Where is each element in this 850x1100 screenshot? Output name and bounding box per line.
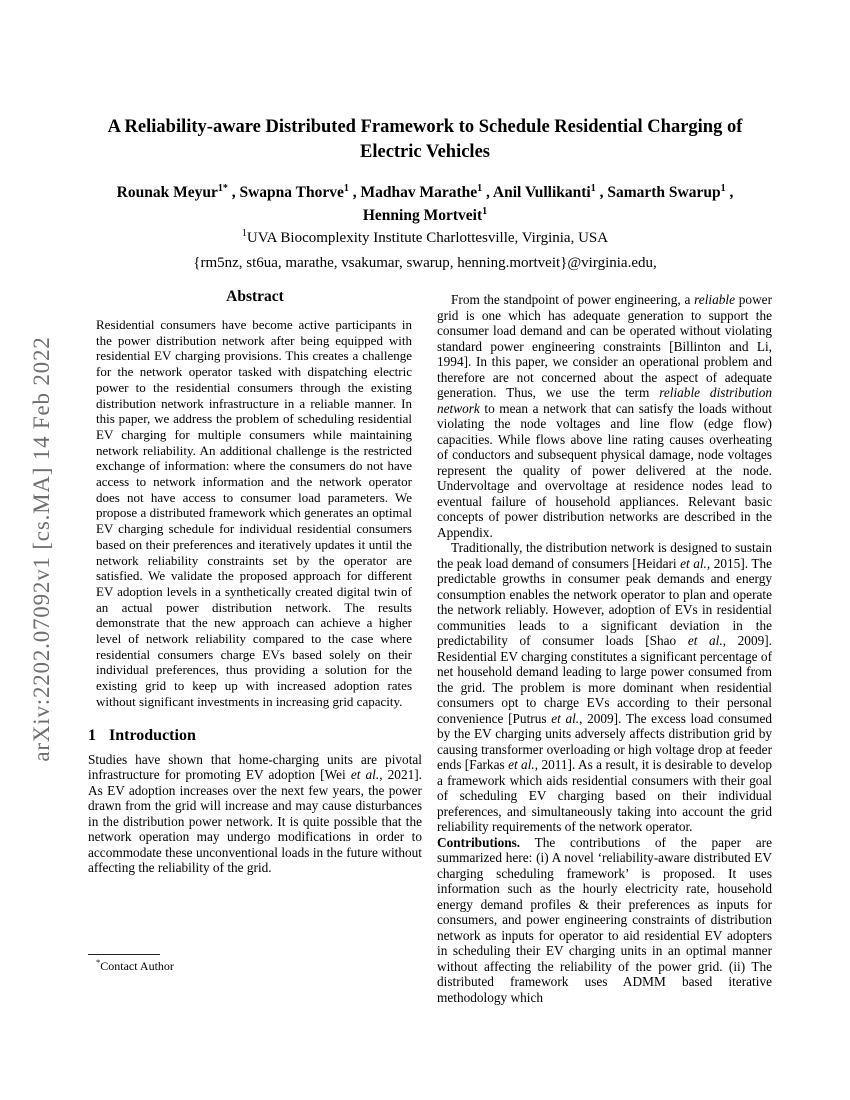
body-paragraph-reliable-grid — [437, 292, 772, 540]
author-superscript: 1* — [217, 182, 228, 194]
right-column — [437, 292, 772, 1005]
author-list: Rounak Meyur$^{1*}$ , Swapna Thorve$^1$ , Madhav Marathe$^1$ , Anil Vullikanti$^1$ , Samarth Swarup$^1$ , Henning Mortveit$^1$ — [116, 182, 734, 224]
section-title: Introduction — [109, 726, 196, 744]
author-name: Swapna Thorve — [239, 184, 344, 201]
text-run: Studies have shown that home-charging units are pivotal infrastructure for promoting EV adoption [Wei — [88, 751, 422, 783]
left-column — [88, 288, 422, 876]
italic-run: et al. — [680, 555, 707, 571]
arxiv-watermark: arXiv:2202.07092v1 [cs.MA] 14 Feb 2022 — [29, 336, 54, 762]
italic-run: et al. — [508, 757, 535, 772]
text-run: From the standpoint of power engineering, a — [451, 292, 695, 307]
paper-title: A Reliability-aware Distributed Framework to Schedule Residential Charging of Electric Vehicles — [107, 117, 743, 162]
author-name: Henning Mortveit — [362, 207, 483, 224]
author-name: Rounak Meyur — [116, 184, 218, 201]
text-run: , 2015]. The predictable growths in consumer peak demands and energy consumption enables the network operator to plan and operate the network reliably. However, adoption of EVs in residential communities leads to a significant deviation in the predictability of consumer loads [Shao — [437, 555, 773, 648]
text-run: The contributions of the paper are summarized here: (i) A novel ‘reliability-aware distributed EV charging scheduling framework’ is proposed. It uses information such as the hourly electricity rate, household energy demand profiles & their preferences as inputs for consumers, and power engineering constraints of distribution network as inputs for operator to aid residential EV adopters in scheduling their EV charging units in an optimal manner without affecting the reliability of the power grid. (ii) The distributed framework uses ADMM based iterative methodology which — [437, 834, 772, 1005]
affiliation-superscript: 1 — [241, 228, 247, 239]
text-run: power grid is one which has adequate generation to support the consumer load demand and can be operated without violating standard power engineering constraints [Billinton and Li, 1994]. In this paper, we consider an operational problem and therefore are not concerned about the aspect of adequate generation. Thus, we use the term — [437, 292, 772, 400]
author-name: Anil Vullikanti — [492, 184, 591, 201]
text-run: to mean a network that can satisfy the loads without violating the node voltages and line flow (edge flow) capacities. While flows above line rating causes overheating of conductors and subsequent physical damage, node voltages represent the quality of power delivered at the node. Undervoltage and overvoltage at residence nodes lead to eventual failure of household appliances. Relevant basic concepts of power distribution networks are described in the Appendix. — [437, 400, 772, 540]
text-run: , 2021]. As EV adoption increases over the next few years, the power drawn from the grid will increase and may cause disturbances in the distribution power network. It is quite possible that the network operation may undergo modifications in order to accommodate these unconventional loads in the future without affecting the reliability of the grid. — [88, 767, 422, 876]
intro-paragraph — [88, 752, 422, 876]
affiliation-line — [83, 230, 767, 247]
italic-run: et al. — [551, 710, 580, 726]
footnote-text — [88, 959, 422, 974]
italic-run: et al. — [687, 633, 723, 648]
author-superscript: 1 — [482, 205, 488, 217]
section-heading-introduction — [88, 727, 422, 745]
bold-run: Contributions. — [437, 834, 521, 850]
italic-run: reliable — [694, 292, 735, 307]
author-superscript: 1 — [343, 182, 349, 194]
italic-run: reliable distribution network — [437, 385, 772, 416]
abstract-heading: Abstract — [226, 288, 284, 305]
text-run: , 2011]. As a result, it is desirable to develop a framework which aids residential consumers with their goal of scheduling EV charging based on their individual preferences, and simultaneously taking into account the grid reliability requirements of the network operator. — [437, 757, 773, 834]
text-run: Traditionally, the distribution network is designed to sustain the peak load demand of consumers [Heidari — [437, 540, 772, 571]
author-name: Madhav Marathe — [360, 184, 478, 201]
author-superscript: 1 — [720, 182, 726, 194]
email-line: {rm5nz, st6ua, marathe, vsakumar, swarup, henning.mortveit}@virginia.edu, — [193, 255, 657, 271]
text-run: , 2009]. Residential EV charging constitutes a significant percentage of net household demand leading to large power consumed from the grid. The problem is more dominant when residential consumers opt to charge EVs according to their personal convenience [Putrus — [437, 633, 773, 726]
footnote-rule — [88, 954, 160, 955]
abstract-text: Residential consumers have become active participants in the power distribution network after being equipped with residential EV charging provisions. This creates a challenge for the network operator tasked with dispatching electric power to the residential consumers through the existing distribution network infrastructure in a reliable manner. In this paper, we address the problem of scheduling residential EV charging for multiple consumers while maintaining network reliability. An additional challenge is the restricted exchange of information: where the consumers do not have access to network information and the network operator does not have access to consumer load parameters. We propose a distributed framework which generates an optimal EV charging schedule for individual residential consumers based on their preferences and iteratively updates it until the network reliability constraints set by the operator are satisfied. We validate the proposed approach for different EV adoption levels in a synthetically created digital twin of an actual power distribution network. The results demonstrate that the new approach can achieve a higher level of network reliability compared to the case where residential consumers charge EVs based solely on their individual preferences, thus providing a solution for the existing grid to keep up with increased adoption rates without significant investments in increasing grid capacity. — [96, 317, 412, 709]
author-superscript: 1 — [477, 182, 483, 194]
italic-run: et al. — [350, 767, 380, 783]
text-run: , 2009]. The excess load consumed by the EV charging units adversely affects distribution grid by causing transformer overloading or high voltage drop at feeder ends [Farkas — [437, 710, 773, 772]
contributions-paragraph — [437, 835, 772, 1006]
body-paragraph-network-design — [437, 540, 772, 835]
affiliation-text: UVA Biocomplexity Institute Charlottesville, Virginia, USA — [246, 230, 609, 246]
footnote-label: Contact Author — [100, 959, 174, 973]
footnote — [88, 954, 422, 974]
footnote-marker: * — [96, 957, 101, 967]
author-superscript: 1 — [590, 182, 596, 194]
section-number: 1 — [88, 726, 96, 744]
author-name: Samarth Swarup — [607, 184, 721, 201]
